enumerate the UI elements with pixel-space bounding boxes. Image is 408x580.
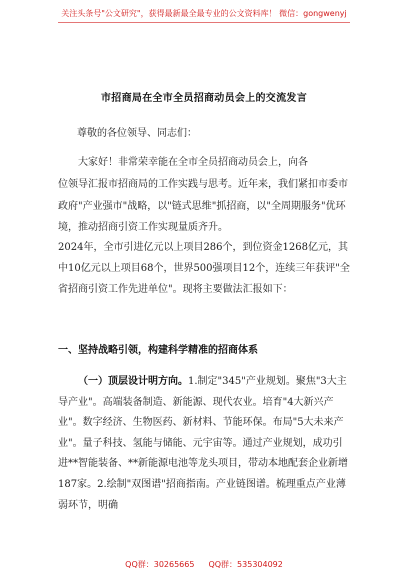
intro-first-line: 大家好！非常荣幸能在全市全员招商动员会上，向各 [78, 157, 308, 168]
top-banner: 关注头条号"公文研究"，获得最新最全最专业的公文资料库！ 微信：gongwenyj [61, 9, 347, 18]
intro-stats-paragraph: 2024年，全市引进亿元以上项目286个，到位资金1268亿元，其中10亿元以上项目68个，世界500强项目12个，连续三年获评"全省招商引资工作先进单位"。现将主要做法汇报如下： [58, 242, 350, 295]
intro-paragraph [58, 152, 352, 239]
section-heading: 一、坚持战略引领，构建科学精准的招商体系 [58, 345, 258, 356]
subsection-lead: （一）顶层设计明方向。 [78, 376, 188, 387]
intro-body: 位领导汇报市招商局的工作实践与思考。近年来，我们紧扣市委市政府"产业强市"战略，以"链式思维"抓招商，以"全周期服务"优环境，推动招商引资工作实现量质齐升。 [58, 178, 348, 234]
qq-group-1: QQ群：30265665 [125, 560, 195, 569]
salutation: 尊敬的各位领导、同志们： [77, 128, 197, 139]
subsection-text: 1.制定"345"产业规划。聚焦"3大主导产业"。高端装备制造、新能源、现代农业。培育"4大新兴产业"。数字经济、生物医药、新材料、节能环保。布局"5大未来产业"。量子科技、氢能与储能、元宇宙等。通过产业规划，成功引进**智能装备、**新能源电池等龙头项目，带动本地配套企业新增187家。2.绘制"双图谱"招商指南。产业链图谱。梳理重点产业薄弱环节，明确 [58, 376, 348, 511]
subsection-paragraph [58, 372, 352, 516]
qq-group-2: QQ群：535304092 [208, 560, 283, 569]
document-title: 市招商局在全市全员招商动员会上的交流发言 [101, 93, 307, 104]
footer-contacts [0, 559, 408, 570]
header-divider [58, 22, 350, 23]
